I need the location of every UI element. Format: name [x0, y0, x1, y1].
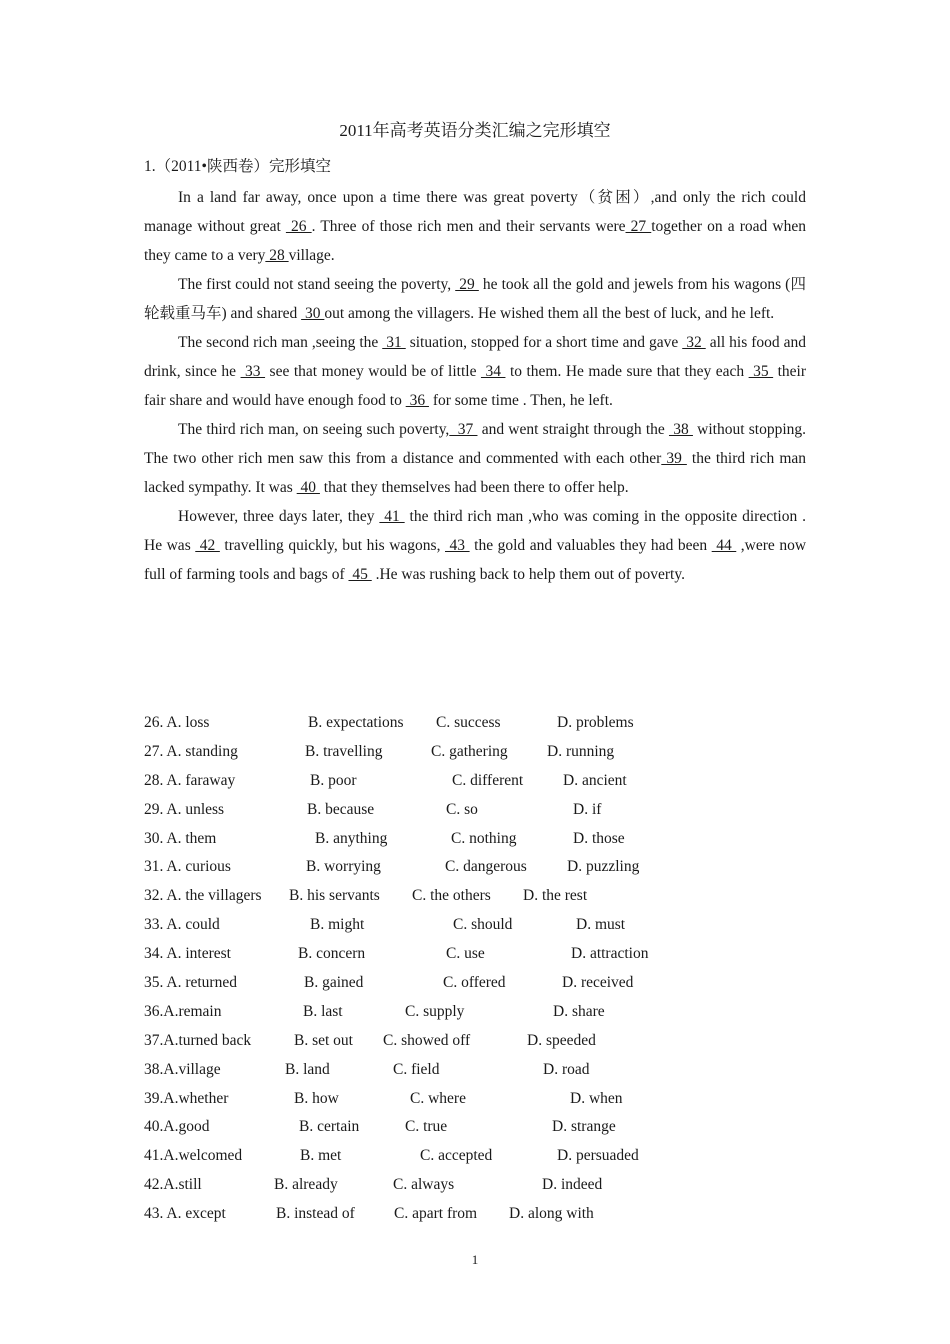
passage-text: The third rich man, on seeing such poverty, — [178, 421, 450, 438]
blank-number: 33 — [240, 363, 266, 380]
option-d: D. received — [562, 974, 634, 992]
option-c: C. should — [453, 916, 513, 934]
option-b: B. worrying — [306, 858, 381, 876]
option-d: D. when — [570, 1089, 623, 1107]
question-option-a: 30. A. them — [144, 829, 217, 847]
question-option-a: 32. A. the villagers — [144, 887, 262, 905]
option-c: C. supply — [405, 1002, 465, 1020]
passage-text: their fair share and would have enough food to — [144, 363, 807, 409]
passage-text: the third rich man lacked sympathy. It was — [144, 450, 807, 496]
passage-text: together on a road when they came to a very — [144, 218, 806, 264]
option-b: B. land — [285, 1060, 330, 1078]
blank-number: 43 — [445, 537, 470, 554]
option-row — [144, 998, 806, 1027]
option-d: D. attraction — [571, 945, 649, 963]
option-d: D. along with — [509, 1205, 594, 1223]
blank-number: 35 — [748, 363, 774, 380]
option-c: C. different — [452, 771, 524, 789]
option-row — [144, 1171, 806, 1200]
option-d: D. the rest — [523, 887, 588, 905]
option-row — [144, 1056, 806, 1085]
answer-options — [144, 709, 806, 1229]
option-c: C. nothing — [451, 829, 517, 847]
option-b: B. poor — [310, 771, 357, 789]
option-row — [144, 882, 806, 911]
passage-text: and went straight through the — [477, 421, 669, 438]
option-b: B. travelling — [305, 742, 383, 760]
option-c: C. gathering — [431, 742, 508, 760]
blank-number: 36 — [405, 392, 429, 409]
blank-number: 31 — [382, 334, 406, 351]
passage-text: he took all the gold and jewels from his wagons (四轮载重马车) and shared — [144, 276, 806, 322]
question-option-a: 27. A. standing — [144, 742, 238, 760]
option-row — [144, 940, 806, 969]
blank-number: 37 — [449, 421, 478, 438]
option-row — [144, 853, 806, 882]
blank-number: 44 — [711, 537, 737, 554]
blank-number: 30 — [301, 305, 325, 322]
option-row — [144, 825, 806, 854]
option-b: B. concern — [298, 945, 366, 963]
passage-text: all his food and drink, since he — [144, 334, 807, 380]
question-option-a: 36.A.remain — [144, 1002, 222, 1020]
option-b: B. already — [274, 1176, 338, 1194]
passage-text: The second rich man ,seeing the — [178, 334, 383, 351]
blank-number: 28 — [265, 247, 289, 264]
option-row — [144, 1027, 806, 1056]
blank-number: 38 — [668, 421, 693, 438]
question-option-a: 28. A. faraway — [144, 771, 236, 789]
blank-number: 34 — [480, 363, 506, 380]
option-c: C. offered — [443, 974, 506, 992]
option-row — [144, 911, 806, 940]
option-row — [144, 969, 806, 998]
option-c: C. dangerous — [445, 858, 527, 876]
question-option-a: 26. A. loss — [144, 714, 210, 731]
passage-text: without stopping. The two other rich men saw this from a distance and commented with each other — [144, 421, 807, 467]
passage-paragraph — [144, 502, 806, 589]
passage-text: to them. He made sure that they each — [505, 363, 749, 380]
option-b: B. expectations — [308, 714, 404, 731]
option-b: B. anything — [315, 829, 388, 847]
question-option-a: 31. A. curious — [144, 858, 231, 876]
option-c: C. accepted — [420, 1147, 493, 1165]
passage-text: out among the villagers. He wished them all the best of luck, and he left. — [324, 305, 775, 322]
passage-text: the gold and valuables they had been — [469, 537, 712, 554]
question-option-a: 42.A.still — [144, 1176, 202, 1194]
question-option-a: 38.A.village — [144, 1060, 221, 1078]
option-c: C. the others — [412, 887, 491, 905]
question-option-a: 35. A. returned — [144, 974, 237, 992]
passage-text: .He was rushing back to help them out of poverty. — [371, 566, 685, 583]
option-d: D. share — [553, 1002, 605, 1020]
question-option-a: 43. A. except — [144, 1205, 226, 1223]
option-row — [144, 1142, 806, 1171]
question-option-a: 34. A. interest — [144, 945, 231, 963]
option-d: D. strange — [552, 1118, 616, 1136]
passage-text: the third rich man ,who was coming in the opposite direction . He was — [144, 508, 806, 554]
passage-text: In a land far away, once upon a time there was great poverty（贫困）,and only the rich could manage without great — [144, 189, 806, 235]
option-row — [144, 1200, 806, 1229]
option-b: B. how — [294, 1089, 339, 1107]
option-d: D. speeded — [527, 1031, 596, 1049]
option-b: B. his servants — [289, 887, 380, 905]
question-option-a: 41.A.welcomed — [144, 1147, 243, 1165]
option-b: B. set out — [294, 1031, 353, 1049]
blank-number: 39 — [661, 450, 687, 467]
option-d: D. must — [576, 916, 626, 934]
option-c: C. showed off — [383, 1031, 471, 1049]
blank-number: 29 — [455, 276, 479, 293]
question-option-a: 37.A.turned back — [144, 1031, 252, 1049]
passage-text: situation, stopped for a short time and gave — [405, 334, 683, 351]
option-b: B. certain — [299, 1118, 360, 1136]
option-row — [144, 709, 806, 738]
option-d: D. puzzling — [567, 858, 640, 876]
option-row — [144, 738, 806, 767]
option-row — [144, 1113, 806, 1142]
passage-text: see that money would be of little — [265, 363, 481, 380]
question-option-a: 40.A.good — [144, 1118, 210, 1136]
option-row — [144, 1085, 806, 1114]
option-d: D. road — [543, 1060, 590, 1078]
option-b: B. last — [303, 1002, 343, 1020]
blank-number: 40 — [296, 479, 320, 496]
option-d: D. if — [573, 800, 602, 818]
option-c: C. field — [393, 1060, 440, 1078]
option-c: C. always — [393, 1176, 455, 1194]
passage-text: However, three days later, they — [178, 508, 380, 525]
option-b: B. because — [307, 800, 375, 818]
passage-paragraph — [144, 328, 806, 415]
option-b: B. met — [300, 1147, 342, 1165]
option-c: C. use — [446, 945, 485, 963]
passage-text: that they themselves had been there to offer help. — [319, 479, 629, 496]
option-c: C. where — [410, 1089, 466, 1107]
page-title: 2011年高考英语分类汇编之完形填空 — [339, 121, 611, 140]
option-b: B. might — [310, 916, 365, 934]
option-d: D. persuaded — [557, 1147, 639, 1165]
passage-paragraph — [144, 415, 806, 502]
passage-text: village. — [288, 247, 335, 264]
passage-text: travelling quickly, but his wagons, — [219, 537, 445, 554]
option-d: D. indeed — [542, 1176, 603, 1194]
blank-number: 42 — [195, 537, 220, 554]
option-d: D. those — [573, 829, 625, 847]
passage-text: The first could not stand seeing the poverty, — [178, 276, 456, 293]
passage-paragraph — [144, 270, 806, 328]
passage-paragraph — [144, 183, 806, 270]
question-option-a: 39.A.whether — [144, 1089, 229, 1107]
option-c: C. success — [436, 714, 501, 731]
question-option-a: 33. A. could — [144, 916, 220, 934]
option-c: C. so — [446, 800, 478, 818]
blank-number: 27 — [625, 218, 652, 235]
passage-text: for some time . Then, he left. — [428, 392, 613, 409]
option-b: B. gained — [304, 974, 364, 992]
option-d: D. ancient — [563, 771, 627, 789]
option-d: D. problems — [557, 714, 634, 731]
blank-number: 32 — [682, 334, 706, 351]
passage-text: ,were now full of farming tools and bags of — [144, 537, 807, 583]
section-heading: 1.（2011•陕西卷）完形填空 — [144, 158, 331, 175]
passage-text: . Three of those rich men and their servants were — [311, 218, 626, 235]
option-d: D. running — [547, 742, 615, 760]
page-number: 1 — [471, 1252, 479, 1267]
blank-number: 41 — [379, 508, 405, 525]
question-option-a: 29. A. unless — [144, 800, 225, 818]
blank-number: 45 — [348, 566, 372, 583]
passage — [144, 183, 806, 589]
option-row — [144, 796, 806, 825]
option-b: B. instead of — [276, 1205, 355, 1223]
option-row — [144, 767, 806, 796]
blank-number: 26 — [285, 218, 312, 235]
option-c: C. true — [405, 1118, 448, 1136]
option-c: C. apart from — [394, 1205, 478, 1223]
